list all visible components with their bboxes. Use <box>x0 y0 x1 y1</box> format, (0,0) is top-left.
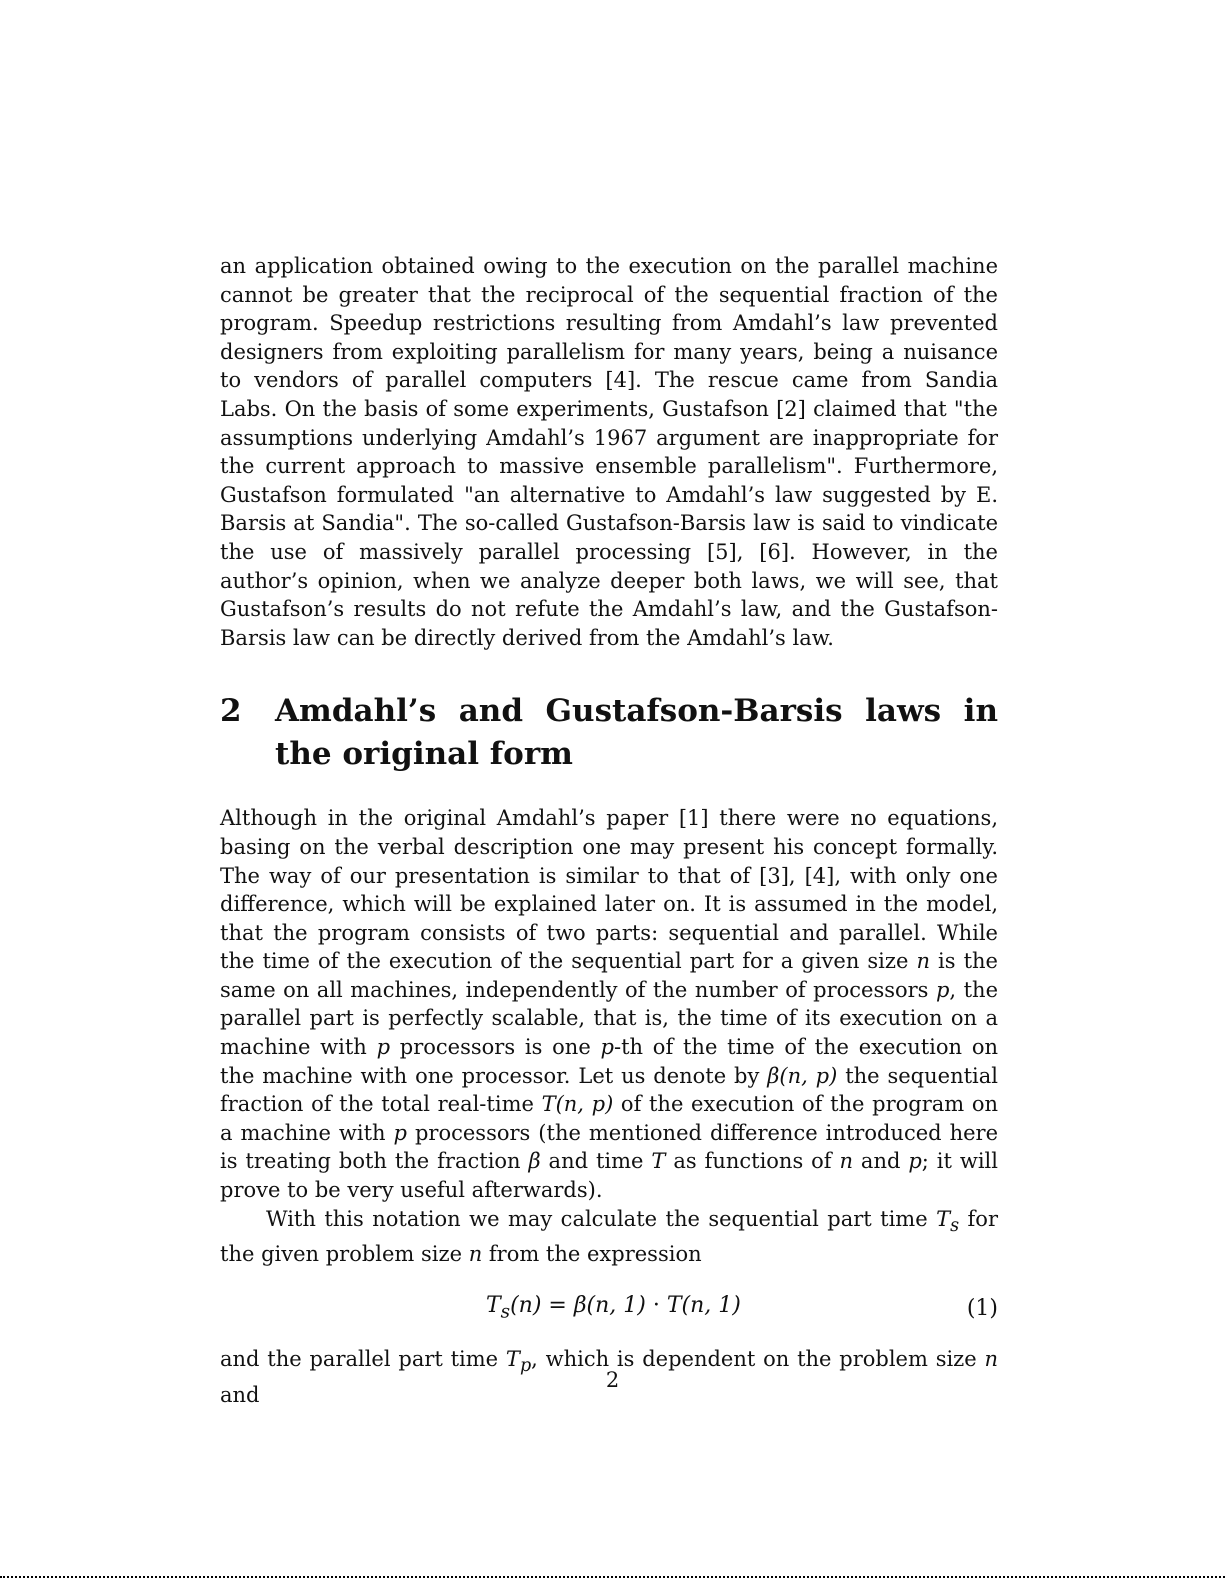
math-T: T <box>651 1149 666 1174</box>
equation-body: $T_s(n) = \beta(n$, 1) · T(n, 1) <box>485 1293 741 1323</box>
math-Tp: T <box>505 1347 520 1371</box>
parallel-paragraph: and the parallel part time $T_p$, which is dependent on the problem size n and <box>220 1347 999 1407</box>
math-beta: β <box>528 1149 541 1174</box>
paper-page <box>220 252 998 1409</box>
math-n: n <box>839 1149 854 1174</box>
math-beta-n-p: β(n, p) <box>767 1063 838 1088</box>
math-Ts: T <box>936 1206 951 1231</box>
page-number: 2 <box>605 1368 620 1392</box>
math-T-n-p: T(n, p) <box>541 1092 614 1117</box>
equation-1 <box>220 1291 998 1325</box>
section-heading <box>220 690 998 776</box>
bottom-dotted-rule <box>0 1576 1225 1578</box>
equation-number: (1) <box>966 1295 998 1321</box>
math-p: p <box>376 1035 391 1060</box>
math-n: n <box>468 1242 483 1267</box>
math-p: p <box>393 1120 407 1145</box>
math-p: p <box>908 1149 922 1174</box>
notation-paragraph: With this notation we may calculate the sequential part time $T_s$ for the given problem size n from the expression <box>220 1206 998 1267</box>
math-n: n <box>916 949 930 974</box>
intro-paragraph: an application obtained owing to the execution on the parallel machine cannot be greater that the reciprocal of the sequential fraction of the program. Speedup restrictions resulting from Amdahl’s law prevented designers from exploiting parallelism for many years, being a nuisance to vendors of parallel computers [4]. The rescue came from Sandia Labs. On the basis of some experiments, Gustafson [2] claimed that "the assumptions underlying Amdahl’s 1967 argument are inappropriate for the current approach to massive ensemble parallelism". Furthermore, Gustafson formulated "an alternative to Amdahl’s law suggested by E. Barsis at Sandia". The so-called Gustafson-Barsis law is said to vindicate the use of massively parallel processing [5], [6]. However, in the author’s opinion, when we analyze deeper both laws, we will see, that Gustafson’s results do not refute the Amdahl’s law, and the Gustafson-Barsis law can be directly derived from the Amdahl’s law. <box>220 254 998 650</box>
math-p: p <box>935 977 950 1002</box>
section-title: Amdahl’s and Gustafson-Barsis laws in the original form <box>275 693 998 773</box>
section-number: 2 <box>220 693 242 730</box>
math-p: p <box>600 1035 614 1060</box>
math-n: n <box>984 1347 999 1371</box>
model-paragraph: Although in the original Amdahl’s paper [1] there were no equations, basing on the verbal description one may present his concept formally. The way of our presentation is similar to that of [3], [4], with only one difference, which will be explained later on. It is assumed in the model, that the program consists of two parts: sequential and parallel. While the time of the execution of the sequential part for a given size n is the same on all machines, independently of the number of processors p, the parallel part is perfectly scalable, that is, the time of its execution on a machine with p processors is one p-th of the time of the execution on the machine with one processor. Let us denote by β(n, p) the sequential fraction of the total real-time T(n, p) of the execution of the program on a machine with p processors (the mentioned difference introduced here is treating both the fraction β and time T as functions of n and p; it will prove to be very useful afterwards). <box>220 806 998 1203</box>
